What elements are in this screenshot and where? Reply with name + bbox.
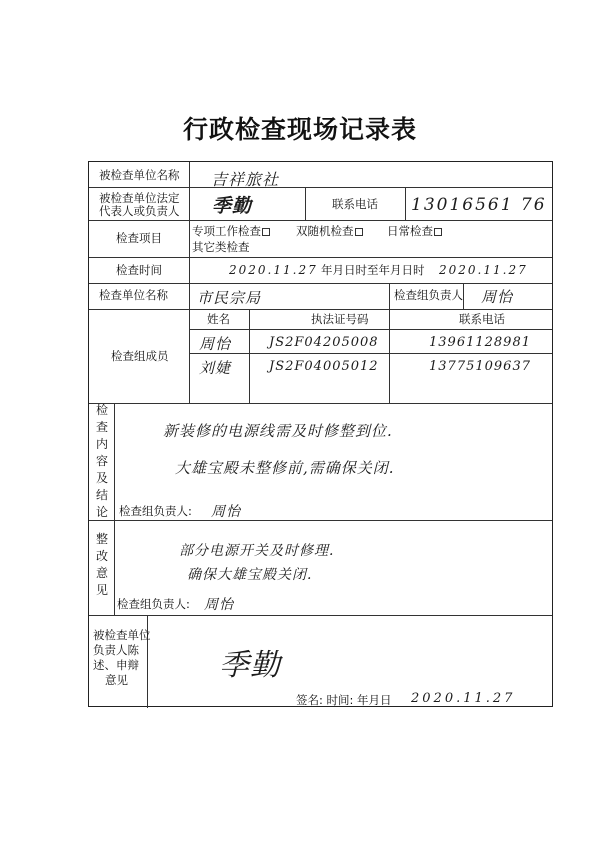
rect-leader-value: 周怡 xyxy=(204,597,234,613)
team-members-label: 检查组成员 xyxy=(111,349,169,363)
member-1-phone: 13961128981 xyxy=(429,335,531,350)
legal-rep-value: 季勤 xyxy=(212,195,253,217)
checkbox-random[interactable] xyxy=(355,228,363,236)
sign-time-label: 签名: 时间: 年月日 xyxy=(296,693,392,707)
phone-value: 13016561 76 xyxy=(411,195,547,215)
content-line-1: 新装修的电源线需及时修整到位. xyxy=(163,422,393,440)
item-special: 专项工作检查 xyxy=(192,225,273,238)
inspecting-unit-value: 市民宗局 xyxy=(197,289,262,307)
item-other: 其它类检查 xyxy=(192,240,250,254)
item-random: 双随机检查 xyxy=(296,225,366,238)
item-daily: 日常检查 xyxy=(387,225,445,238)
rect-line-1: 部分电源开关及时修理. xyxy=(179,543,335,559)
legal-rep-label-line1: 被检查单位法定 xyxy=(99,191,180,205)
statement-signature: 季勤 xyxy=(219,648,281,683)
member-2-name: 刘婕 xyxy=(199,359,232,377)
inspected-unit-label: 被检查单位名称 xyxy=(99,168,180,182)
sign-date-value: 2020.11.27 xyxy=(411,691,516,706)
inspecting-unit-label: 检查单位名称 xyxy=(99,288,168,302)
inspection-time-label: 检查时间 xyxy=(116,263,162,277)
content-leader-value: 周怡 xyxy=(211,504,241,520)
form-table: 被检查单位名称 被检查单位法定 代表人或负责人 联系电话 检查项目 专项工作检查 双随机检查 日常检查 其它类检查 检查时间 年月日时至年月日时 检查单位名称 检查组负责人 检查组成员 姓名 执法证号码 联系电话 检 查 内 容 及 结 论 检查组负责人: 整 改 意 见 检查组负责人: 被检查单位 负责人陈 述、申辩 意见 签名: 时间: 年月日 吉祥旅社 季勤 13016561 76 2020.11.27 2020.11.27 市民宗局 周怡 周怡 JS2F04205008 13961128981 刘婕 JS2F04005012 13775109637 新装修的电源线需及时修整到位. 大雄宝殿未整修前,需确保关闭. 周怡 部分电源开关及时修理. 确保大雄宝殿关闭. 周怡 季勤 2020.11.27 xyxy=(88,161,553,707)
content-line-2: 大雄宝殿未整修前,需确保关闭. xyxy=(175,459,395,477)
member-1-cert: JS2F04205008 xyxy=(269,335,379,350)
inspected-unit-value: 吉祥旅社 xyxy=(211,170,280,189)
legal-rep-label-line2: 代表人或负责人 xyxy=(99,204,180,218)
time-end-value: 2020.11.27 xyxy=(439,263,528,277)
rect-leader-label: 检查组负责人: xyxy=(117,597,190,611)
time-connector-label: 年月日时至年月日时 xyxy=(321,263,425,277)
contact-phone-label: 联系电话 xyxy=(332,197,378,211)
time-start-value: 2020.11.27 xyxy=(229,263,318,277)
team-leader-value: 周怡 xyxy=(481,288,514,306)
member-1-name: 周怡 xyxy=(199,335,232,353)
checkbox-daily[interactable] xyxy=(434,228,442,236)
checkbox-special[interactable] xyxy=(262,228,270,236)
inspection-items-label: 检查项目 xyxy=(116,231,162,245)
form-title: 行政检查现场记录表 xyxy=(182,115,417,144)
rect-line-2: 确保大雄宝殿关闭. xyxy=(187,567,313,583)
col-phone-header: 联系电话 xyxy=(459,312,505,326)
member-2-phone: 13775109637 xyxy=(429,359,531,374)
col-cert-header: 执法证号码 xyxy=(311,312,369,326)
col-name-header: 姓名 xyxy=(207,312,230,326)
team-leader-label: 检查组负责人 xyxy=(394,288,463,302)
content-leader-label: 检查组负责人: xyxy=(119,504,192,518)
member-2-cert: JS2F04005012 xyxy=(269,359,379,374)
